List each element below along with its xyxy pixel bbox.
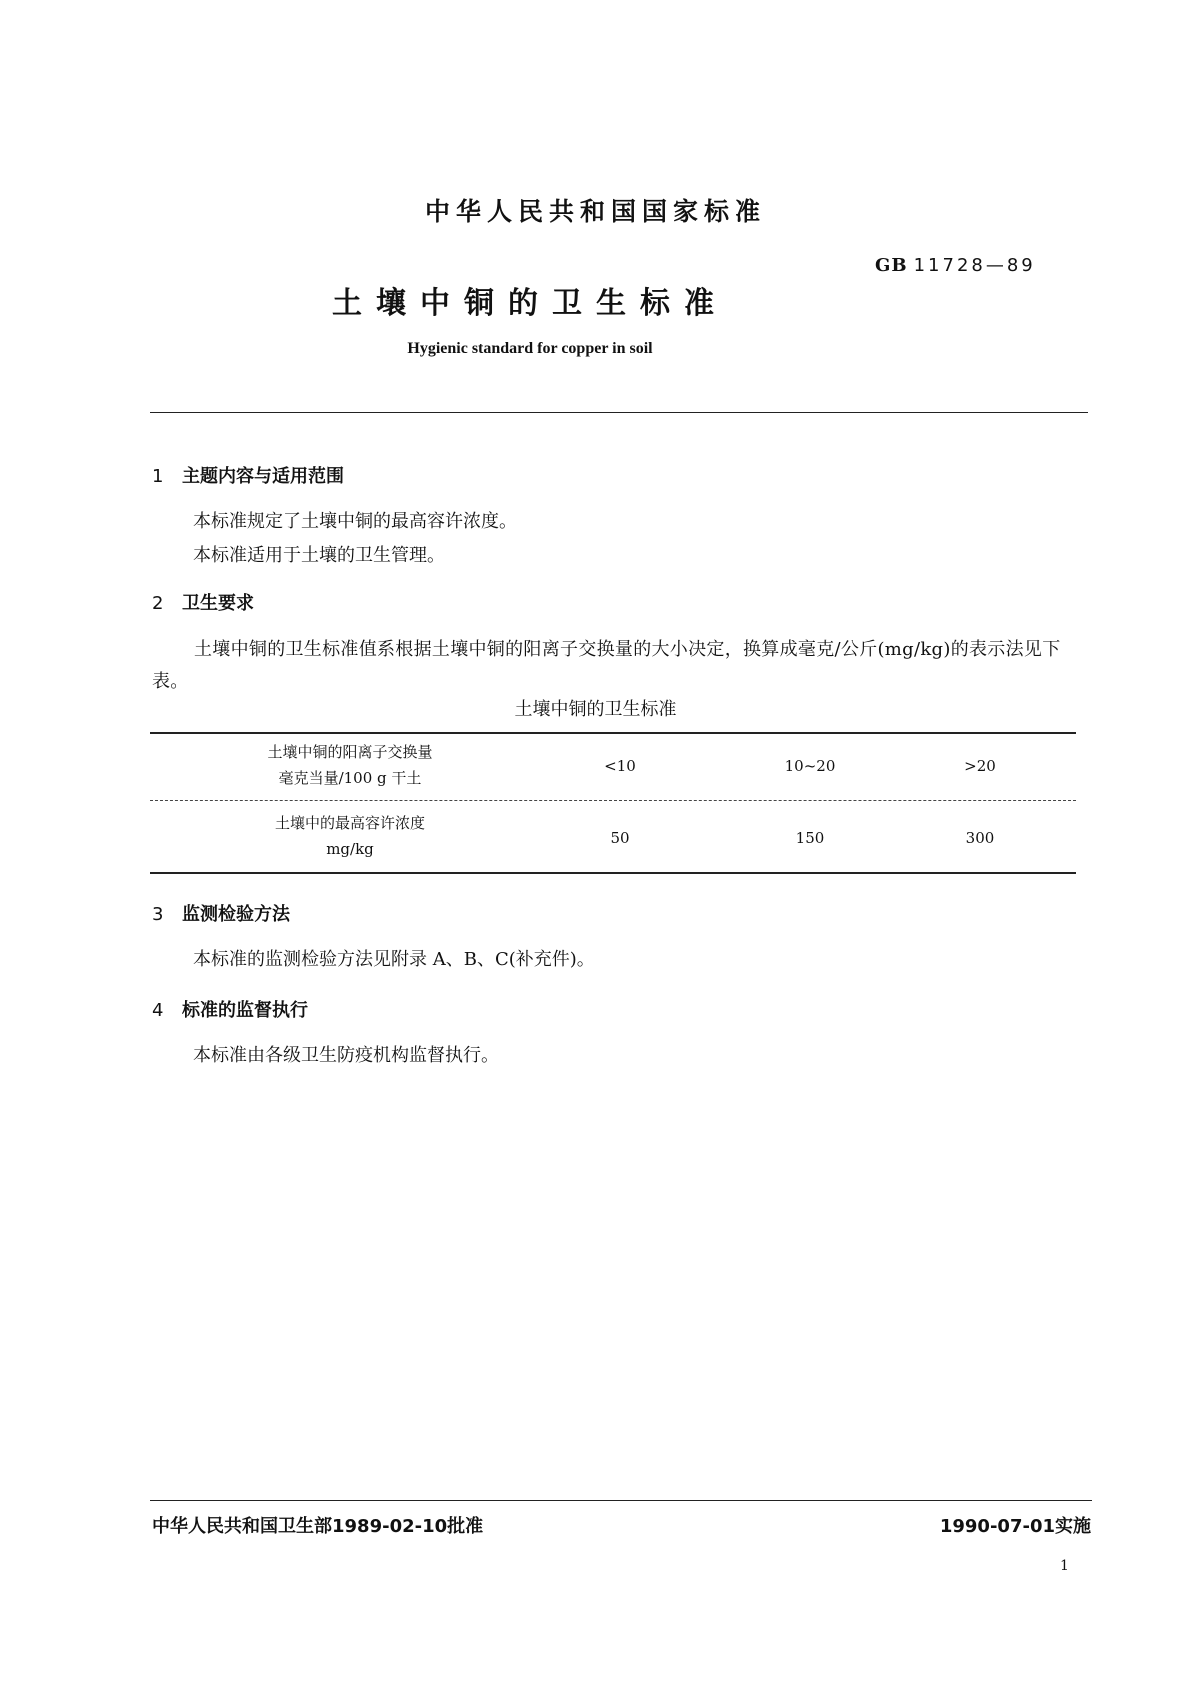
table-row-2-label bbox=[190, 810, 510, 862]
table-bottom-rule bbox=[150, 872, 1076, 874]
standard-number bbox=[875, 255, 1036, 276]
row-label-line: 土壤中的最高容许浓度 bbox=[274, 814, 425, 832]
section-title: 主题内容与适用范围 bbox=[182, 466, 344, 487]
table-cell: 150 bbox=[795, 829, 825, 847]
section-title: 标准的监督执行 bbox=[182, 1000, 308, 1021]
section-number: 4 bbox=[152, 1000, 164, 1021]
section-3-heading bbox=[152, 900, 290, 926]
approval-line: 中华人民共和国卫生部1989-02-10批准 bbox=[152, 1516, 484, 1537]
table-cell: >20 bbox=[964, 757, 996, 775]
row-label-unit: mg/kg bbox=[326, 840, 374, 858]
table-caption: 土壤中铜的卫生标准 bbox=[514, 699, 677, 720]
section-4-paragraph: 本标准由各级卫生防疫机构监督执行。 bbox=[193, 1045, 499, 1066]
english-title: Hygienic standard for copper in soil bbox=[407, 340, 653, 357]
section-2-heading bbox=[152, 589, 254, 615]
section-4-heading bbox=[152, 996, 308, 1022]
section-3-paragraph: 本标准的监测检验方法见附录 A、B、C(补充件)。 bbox=[193, 949, 595, 970]
section-number: 2 bbox=[152, 593, 164, 614]
table-row-divider bbox=[150, 800, 1076, 801]
table-top-rule bbox=[150, 732, 1076, 734]
footer-divider bbox=[150, 1500, 1092, 1501]
section-title: 卫生要求 bbox=[182, 593, 254, 614]
section-number: 1 bbox=[152, 466, 164, 487]
table-row-1-label bbox=[190, 739, 510, 791]
header-divider bbox=[150, 412, 1088, 413]
section-1-paragraph: 本标准适用于土壤的卫生管理。 bbox=[193, 545, 445, 566]
section-1-paragraph: 本标准规定了土壤中铜的最高容许浓度。 bbox=[193, 511, 517, 532]
standard-code: 11728—89 bbox=[913, 255, 1036, 276]
page-title: 土壤中铜的卫生标准 bbox=[332, 286, 728, 321]
standard-prefix: GB bbox=[875, 255, 908, 276]
row-label-unit: 毫克当量/100 g 干土 bbox=[278, 769, 422, 787]
page-number: 1 bbox=[1060, 1558, 1069, 1574]
table-cell: 50 bbox=[610, 829, 630, 847]
table-cell: 10~20 bbox=[784, 757, 836, 775]
table-cell: 300 bbox=[965, 829, 995, 847]
effective-date: 1990-07-01实施 bbox=[939, 1516, 1091, 1537]
table-cell: <10 bbox=[604, 757, 636, 775]
section-1-heading bbox=[152, 462, 344, 488]
section-title: 监测检验方法 bbox=[182, 904, 290, 925]
section-number: 3 bbox=[152, 904, 164, 925]
row-label-line: 土壤中铜的阳离子交换量 bbox=[267, 743, 433, 761]
national-standard-heading: 中华人民共和国国家标准 bbox=[424, 197, 766, 226]
section-2-paragraph: 土壤中铜的卫生标准值系根据土壤中铜的阳离子交换量的大小决定，换算成毫克/公斤(mg/kg)的表示法见下表。 bbox=[152, 639, 1061, 692]
